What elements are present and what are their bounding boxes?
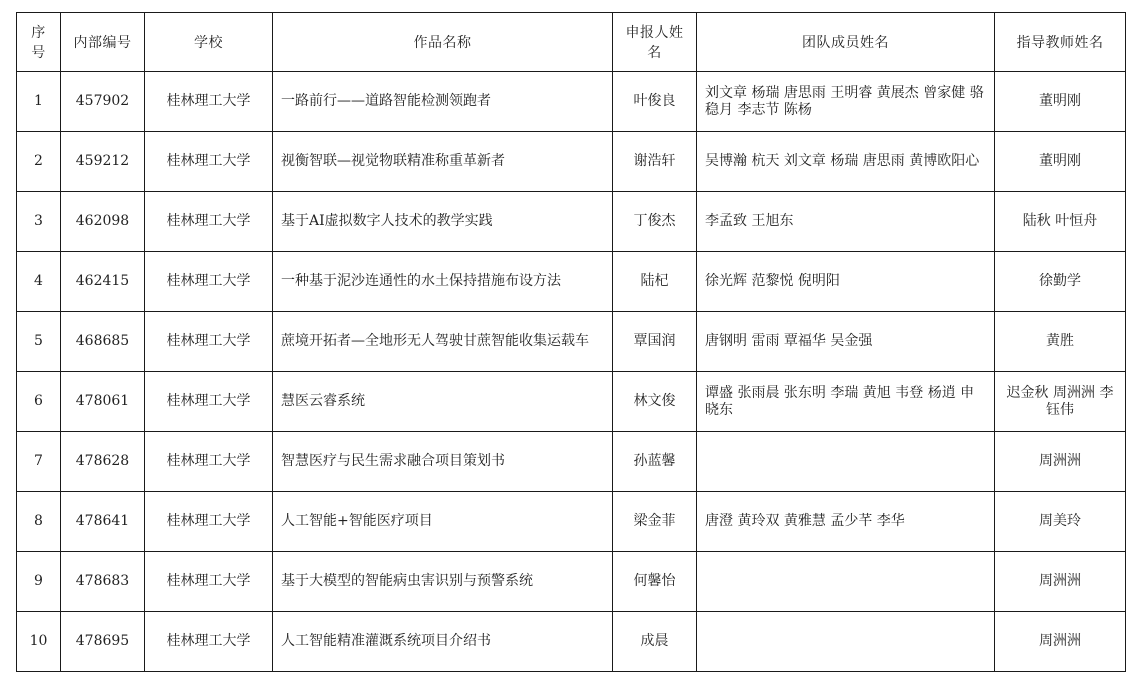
col-header-advisor: 指导教师姓名: [995, 13, 1126, 72]
cell-members: 吴博瀚 杭天 刘文章 杨瑞 唐思雨 黄博欧阳心: [697, 132, 995, 192]
table-row: [17, 552, 1126, 612]
award-list-table: [16, 12, 1126, 672]
cell-school: 桂林理工大学: [145, 192, 273, 252]
cell-school: 桂林理工大学: [145, 612, 273, 672]
table-row: [17, 132, 1126, 192]
cell-advisor: 周美玲: [995, 492, 1126, 552]
cell-no: 9: [17, 552, 61, 612]
table-row: [17, 192, 1126, 252]
cell-members: 李孟致 王旭东: [697, 192, 995, 252]
cell-advisor: 迟金秋 周洲洲 李钰伟: [995, 372, 1126, 432]
cell-school: 桂林理工大学: [145, 372, 273, 432]
cell-members: 徐光辉 范黎悦 倪明阳: [697, 252, 995, 312]
cell-advisor: 董明刚: [995, 132, 1126, 192]
cell-work: 蔗境开拓者—全地形无人驾驶甘蔗智能收集运载车: [273, 312, 613, 372]
cell-members: [697, 612, 995, 672]
cell-members: [697, 552, 995, 612]
cell-code: 478695: [61, 612, 145, 672]
table-row: [17, 372, 1126, 432]
header-row: [17, 13, 1126, 72]
cell-school: 桂林理工大学: [145, 552, 273, 612]
table-row: [17, 252, 1126, 312]
cell-members: 唐钢明 雷雨 覃福华 吴金强: [697, 312, 995, 372]
cell-school: 桂林理工大学: [145, 72, 273, 132]
cell-advisor: 董明刚: [995, 72, 1126, 132]
cell-applicant: 孙蓝馨: [613, 432, 697, 492]
cell-code: 478683: [61, 552, 145, 612]
col-header-no: 序号: [17, 13, 61, 72]
cell-work: 视衡智联—视觉物联精准称重革新者: [273, 132, 613, 192]
table-row: [17, 312, 1126, 372]
cell-applicant: 谢浩轩: [613, 132, 697, 192]
col-header-applicant: 申报人姓名: [613, 13, 697, 72]
col-header-members: 团队成员姓名: [697, 13, 995, 72]
cell-applicant: 覃国润: [613, 312, 697, 372]
col-header-work: 作品名称: [273, 13, 613, 72]
cell-applicant: 林文俊: [613, 372, 697, 432]
cell-code: 462098: [61, 192, 145, 252]
cell-advisor: 徐勤学: [995, 252, 1126, 312]
cell-school: 桂林理工大学: [145, 132, 273, 192]
cell-code: 457902: [61, 72, 145, 132]
table-row: [17, 492, 1126, 552]
cell-no: 6: [17, 372, 61, 432]
cell-code: 462415: [61, 252, 145, 312]
cell-advisor: 周洲洲: [995, 552, 1126, 612]
cell-school: 桂林理工大学: [145, 432, 273, 492]
cell-applicant: 梁金菲: [613, 492, 697, 552]
cell-work: 基于大模型的智能病虫害识别与预警系统: [273, 552, 613, 612]
cell-code: 468685: [61, 312, 145, 372]
cell-code: 459212: [61, 132, 145, 192]
cell-work: 人工智能+智能医疗项目: [273, 492, 613, 552]
col-header-code: 内部编号: [61, 13, 145, 72]
cell-code: 478641: [61, 492, 145, 552]
col-header-school: 学校: [145, 13, 273, 72]
cell-members: [697, 432, 995, 492]
table-row: [17, 432, 1126, 492]
table-row: [17, 72, 1126, 132]
cell-no: 1: [17, 72, 61, 132]
cell-school: 桂林理工大学: [145, 492, 273, 552]
cell-no: 5: [17, 312, 61, 372]
cell-members: 刘文章 杨瑞 唐思雨 王明睿 黄展杰 曾家健 骆稳月 李志节 陈杨: [697, 72, 995, 132]
cell-advisor: 周洲洲: [995, 612, 1126, 672]
cell-advisor: 周洲洲: [995, 432, 1126, 492]
cell-code: 478628: [61, 432, 145, 492]
cell-work: 基于AI虚拟数字人技术的教学实践: [273, 192, 613, 252]
cell-no: 7: [17, 432, 61, 492]
cell-school: 桂林理工大学: [145, 252, 273, 312]
cell-no: 3: [17, 192, 61, 252]
cell-advisor: 黄胜: [995, 312, 1126, 372]
cell-work: 一路前行——道路智能检测领跑者: [273, 72, 613, 132]
cell-school: 桂林理工大学: [145, 312, 273, 372]
table-row: [17, 612, 1126, 672]
cell-no: 10: [17, 612, 61, 672]
cell-members: 谭盛 张雨晨 张东明 李瑞 黄旭 韦登 杨逍 申晓东: [697, 372, 995, 432]
cell-no: 8: [17, 492, 61, 552]
cell-work: 智慧医疗与民生需求融合项目策划书: [273, 432, 613, 492]
cell-members: 唐澄 黄玲双 黄雅慧 孟少芊 李华: [697, 492, 995, 552]
cell-no: 2: [17, 132, 61, 192]
cell-advisor: 陆秋 叶恒舟: [995, 192, 1126, 252]
cell-applicant: 何馨怡: [613, 552, 697, 612]
cell-applicant: 丁俊杰: [613, 192, 697, 252]
cell-work: 人工智能精准灌溉系统项目介绍书: [273, 612, 613, 672]
cell-no: 4: [17, 252, 61, 312]
cell-applicant: 叶俊良: [613, 72, 697, 132]
cell-code: 478061: [61, 372, 145, 432]
cell-applicant: 陆杞: [613, 252, 697, 312]
cell-applicant: 成晨: [613, 612, 697, 672]
cell-work: 慧医云睿系统: [273, 372, 613, 432]
cell-work: 一种基于泥沙连通性的水土保持措施布设方法: [273, 252, 613, 312]
